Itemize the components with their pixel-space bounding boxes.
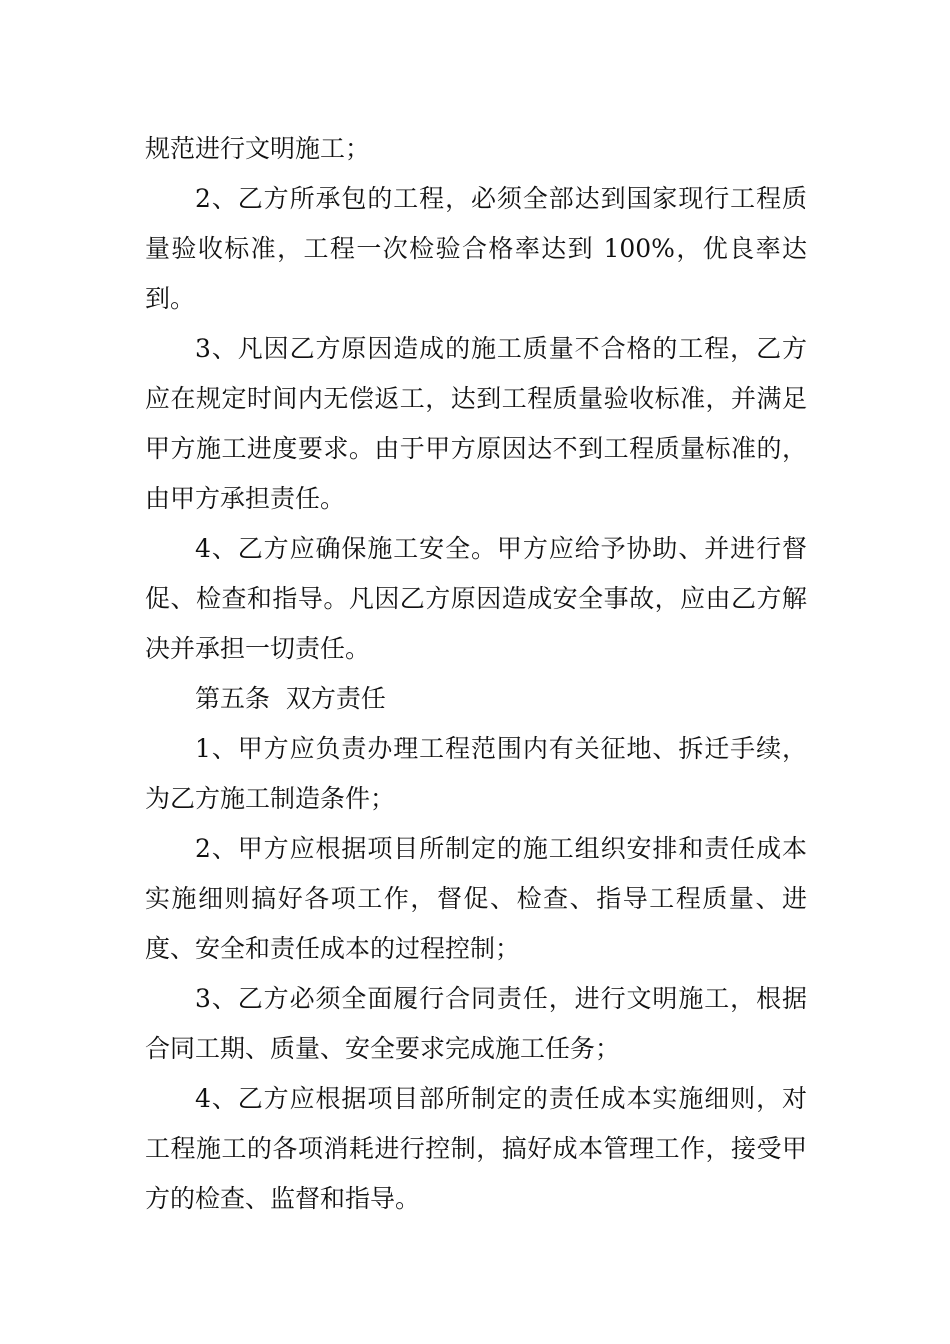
paragraph-article5-item-4: 4、乙方应根据项目部所制定的责任成本实施细则，对工程施工的各项消耗进行控制，搞好成本管理工作，接受甲方的检查、监督和指导。 <box>145 1084 807 1213</box>
paragraph-clause-3-rework: 3、凡因乙方原因造成的施工质量不合格的工程，乙方应在规定时间内无偿返工，达到工程质量验收标准，并满足甲方施工进度要求。由于甲方原因达不到工程质量标准的，由甲方承担责任。 <box>145 334 807 513</box>
paragraph-clause-2-quality: 2、乙方所承包的工程，必须全部达到国家现行工程质量验收标准，工程一次检验合格率达到 100%，优良率达到。 <box>145 184 807 313</box>
section-heading-article-5: 第五条 双方责任 <box>195 684 386 713</box>
paragraph-article5-item-3: 3、乙方必须全面履行合同责任，进行文明施工，根据合同工期、质量、安全要求完成施工任务； <box>145 984 807 1063</box>
paragraph-clause-4-safety: 4、乙方应确保施工安全。甲方应给予协助、并进行督促、检查和指导。凡因乙方原因造成安全事故，应由乙方解决并承担一切责任。 <box>145 534 807 663</box>
paragraph-article5-item-1: 1、甲方应负责办理工程范围内有关征地、拆迁手续，为乙方施工制造条件； <box>145 734 807 813</box>
paragraph-article5-item-2: 2、甲方应根据项目所制定的施工组织安排和责任成本实施细则搞好各项工作，督促、检查、指导工程质量、进度、安全和责任成本的过程控制； <box>145 834 807 963</box>
paragraph-continuation: 规范进行文明施工； <box>145 134 371 163</box>
document-body <box>145 124 807 1224</box>
